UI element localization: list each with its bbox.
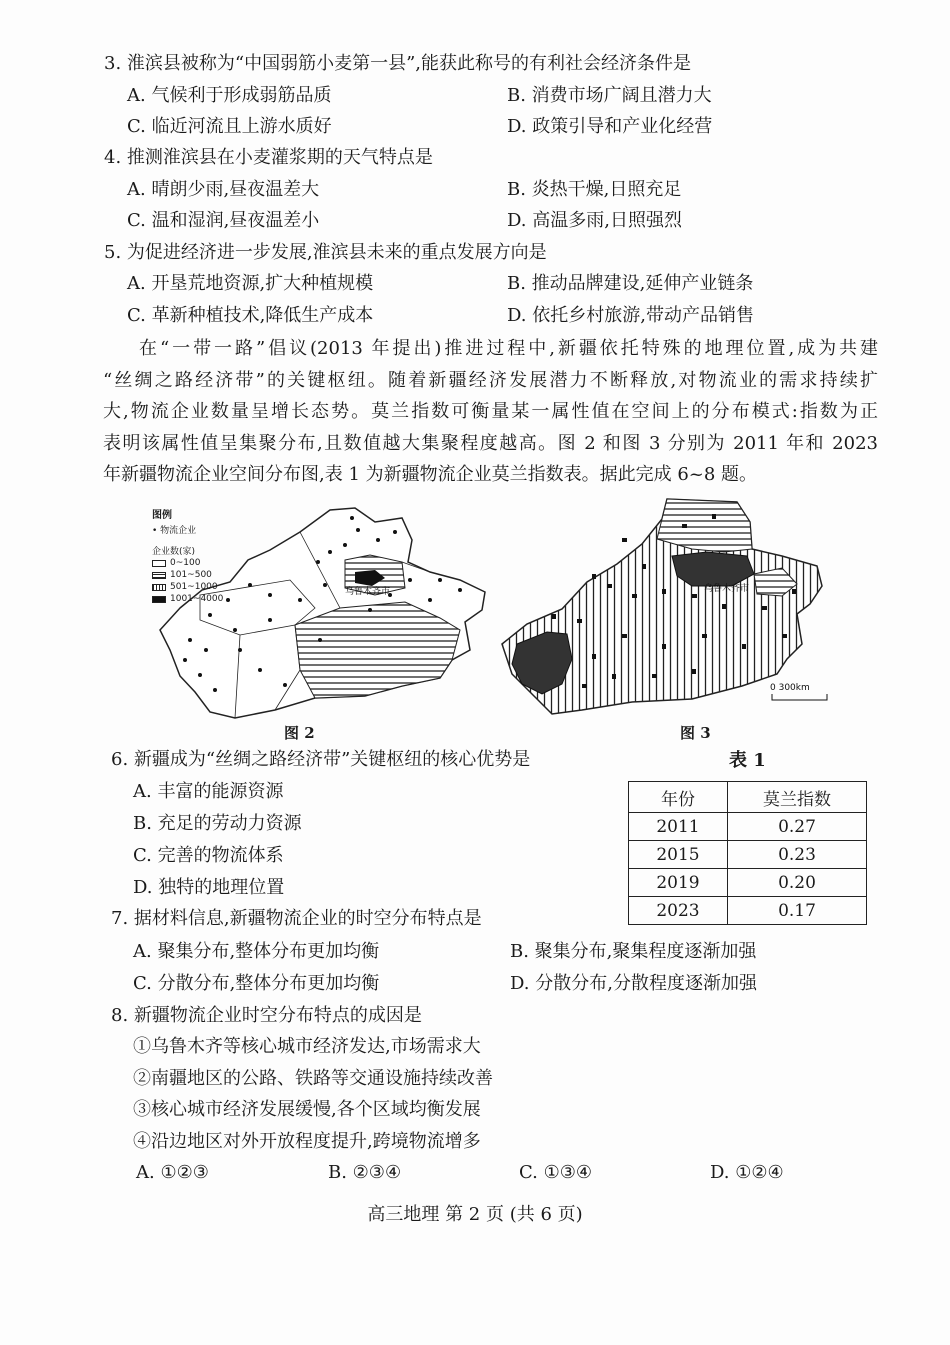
scale-bar xyxy=(770,683,827,700)
passage-line-2: “丝绸之路经济带”的关键枢纽。随着新疆经济发展潜力不断释放,对物流业的需求持续扩 xyxy=(103,369,878,391)
q7-option-c: C. 分散分布,整体分布更加均衡 xyxy=(133,973,380,994)
legend-item: 501~1000 xyxy=(170,582,218,592)
q5-option-d: D. 依托乡村旅游,带动产品销售 xyxy=(507,305,754,326)
svg-text:0 300km: 0 300km xyxy=(770,683,810,693)
legend-swatch-horizontal xyxy=(152,572,166,579)
q8-statement-1: ①乌鲁木齐等核心城市经济发达,市场需求大 xyxy=(133,1036,481,1057)
table-header-year: 年份 xyxy=(629,782,728,813)
q3-option-b: B. 消费市场广阔且潜力大 xyxy=(507,85,712,106)
q6-stem: 6. 新疆成为“丝绸之路经济带”关键枢纽的核心优势是 xyxy=(111,749,531,770)
q8-stem: 8. 新疆物流企业时空分布特点的成因是 xyxy=(111,1005,422,1026)
legend-swatch-vertical xyxy=(152,584,166,591)
figure-3-city-label: 乌鲁木齐市 xyxy=(704,584,750,594)
q3-option-a: A. 气候利于形成弱筋品质 xyxy=(127,85,332,106)
q5-option-a: A. 开垦荒地资源,扩大种植规模 xyxy=(127,273,374,294)
figure-3-caption: 图 3 xyxy=(680,724,711,742)
table-row: 2023 0.17 xyxy=(629,897,867,925)
q3-stem: 3. 淮滨县被称为“中国弱筋小麦第一县”,能获此称号的有利社会经济条件是 xyxy=(104,53,692,74)
q7-option-a: A. 聚集分布,整体分布更加均衡 xyxy=(133,941,380,962)
passage-line-5: 年新疆物流企业空间分布图,表 1 为新疆物流企业莫兰指数表。据此完成 6~8 题。 xyxy=(103,464,758,485)
q4-option-c: C. 温和湿润,昼夜温差小 xyxy=(127,210,320,231)
q4-option-a: A. 晴朗少雨,昼夜温差大 xyxy=(127,179,320,200)
legend-item: 1001~4000 xyxy=(170,594,224,604)
q4-stem: 4. 推测淮滨县在小麦灌浆期的天气特点是 xyxy=(104,147,433,168)
legend-swatch-black xyxy=(152,596,166,603)
q8-option-c: C. ①③④ xyxy=(519,1162,592,1183)
q5-option-c: C. 革新种植技术,降低生产成本 xyxy=(127,305,374,326)
passage-line-4: 表明该属性值呈集聚分布,且数值越大集聚程度越高。图 2 和图 3 分别为 2011 年和 2023 xyxy=(103,432,878,454)
q4-option-b: B. 炎热干燥,日照充足 xyxy=(507,179,682,200)
figure-2-city-label: 乌鲁木齐市 xyxy=(345,587,391,597)
figure-2-caption: 图 2 xyxy=(284,724,315,742)
legend-title: 图例 xyxy=(152,510,172,521)
table-caption: 表 1 xyxy=(729,750,766,771)
q8-option-d: D. ①②④ xyxy=(710,1162,784,1183)
q6-option-b: B. 充足的劳动力资源 xyxy=(133,813,302,834)
figure-3-map xyxy=(492,494,867,720)
q5-stem: 5. 为促进经济进一步发展,淮滨县未来的重点发展方向是 xyxy=(104,242,547,263)
table-header-moran: 莫兰指数 xyxy=(728,782,867,813)
material-passage xyxy=(103,333,878,491)
passage-line-1: 在“一带一路”倡议(2013 年提出)推进过程中,新疆依托特殊的地理位置,成为共建 xyxy=(139,338,878,359)
q8-statement-3: ③核心城市经济发展缓慢,各个区域均衡发展 xyxy=(133,1099,481,1120)
q8-option-b: B. ②③④ xyxy=(328,1162,402,1183)
legend-point-item: • 物流企业 xyxy=(152,526,197,536)
q3-option-c: C. 临近河流且上游水质好 xyxy=(127,116,332,137)
q7-option-b: B. 聚集分布,聚集程度逐渐加强 xyxy=(510,941,757,962)
q5-option-b: B. 推动品牌建设,延伸产业链条 xyxy=(507,273,754,294)
q8-option-a: A. ①②③ xyxy=(136,1162,209,1183)
q8-statement-2: ②南疆地区的公路、铁路等交通设施持续改善 xyxy=(133,1068,493,1089)
figure-2-legend xyxy=(152,506,223,605)
table-row: 2011 0.27 xyxy=(629,813,867,841)
legend-swatch-white xyxy=(152,560,166,567)
passage-line-3: 大,物流企业数量呈增长态势。莫兰指数可衡量某一属性值在空间上的分布模式:指数为正 xyxy=(103,401,878,422)
moran-index-table xyxy=(628,781,867,925)
table-row: 2019 0.20 xyxy=(629,869,867,897)
q4-option-d: D. 高温多雨,日照强烈 xyxy=(507,210,682,231)
q3-option-d: D. 政策引导和产业化经营 xyxy=(507,116,713,137)
q6-option-c: C. 完善的物流体系 xyxy=(133,845,284,866)
legend-count-title: 企业数(家) xyxy=(152,547,196,557)
q8-statement-4: ④沿边地区对外开放程度提升,跨境物流增多 xyxy=(133,1131,481,1152)
table-row: 2015 0.23 xyxy=(629,841,867,869)
q7-option-d: D. 分散分布,分散程度逐渐加强 xyxy=(510,973,757,994)
q6-option-d: D. 独特的地理位置 xyxy=(133,877,285,898)
page-footer: 高三地理 第 2 页 (共 6 页) xyxy=(367,1204,583,1225)
legend-item: 0~100 xyxy=(170,558,201,568)
q6-option-a: A. 丰富的能源资源 xyxy=(133,781,284,802)
legend-item: 101~500 xyxy=(170,570,212,580)
q7-stem: 7. 据材料信息,新疆物流企业的时空分布特点是 xyxy=(111,908,482,929)
